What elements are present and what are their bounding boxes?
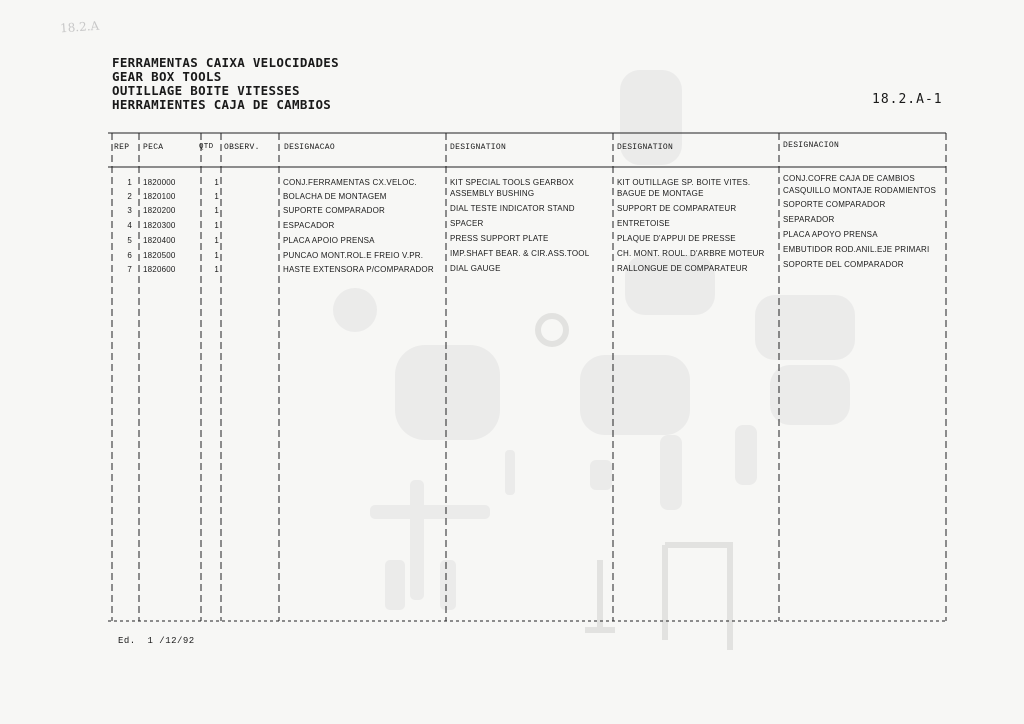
cell-qtd: 1 [214,178,219,187]
cell-designation-fr: ENTRETOISE [617,219,670,228]
cell-designacion: SOPORTE COMPARADOR [783,200,886,209]
page-code: 18.2.A-1 [872,92,943,107]
title-pt: FERRAMENTAS CAIXA VELOCIDADES [112,55,339,70]
cell-peca: 1820300 [143,221,176,230]
cell-rep: 3 [127,206,132,215]
column-header-designation-en: DESIGNATION [450,143,507,152]
title-en: GEAR BOX TOOLS [112,69,222,84]
title-es: HERRAMIENTES CAJA DE CAMBIOS [112,97,332,112]
cell-rep: 5 [127,236,132,245]
cell-rep: 6 [127,251,132,260]
cell-designacao: HASTE EXTENSORA P/COMPARADOR [283,265,434,274]
cell-designation-en: IMP.SHAFT BEAR. & CIR.ASS.TOOL [450,249,590,258]
column-header-designacao: DESIGNACAO [284,143,336,152]
cell-designacao: CONJ.FERRAMENTAS CX.VELOC. [283,178,417,187]
cell-designacion: EMBUTIDOR ROD.ANIL.EJE PRIMARI [783,245,930,254]
cell-designacion: SEPARADOR [783,215,835,224]
title-fr: OUTILLAGE BOITE VITESSES [112,83,300,98]
cell-rep: 1 [127,178,132,187]
cell-peca: 1820400 [143,236,176,245]
cell-designacao: ESPACADOR [283,221,335,230]
cell-designacao: PUNCAO MONT.ROL.E FREIO V.PR. [283,251,424,260]
cell-peca: 1820500 [143,251,176,260]
cell-rep: 4 [127,221,132,230]
cell-qtd: 1 [214,236,219,245]
cell-designation-fr: RALLONGUE DE COMPARATEUR [617,264,748,273]
cell-qtd: 1 [214,192,219,201]
column-header-rep: REP [114,143,130,152]
cell-designation-en: SPACER [450,219,484,228]
cell-designation-fr: BAGUE DE MONTAGE [617,189,704,198]
edition-date: Ed. 1 /12/92 [118,636,195,646]
column-header-qtd: QTD [199,143,214,151]
cell-designation-fr: PLAQUE D'APPUI DE PRESSE [617,234,736,243]
column-header-designation-fr: DESIGNATION [617,143,674,152]
cell-designacion: CONJ.COFRE CAJA DE CAMBIOS [783,174,915,183]
cell-designation-en: ASSEMBLY BUSHING [450,189,535,198]
cell-designation-en: KIT SPECIAL TOOLS GEARBOX [450,178,574,187]
cell-designation-fr: CH. MONT. ROUL. D'ARBRE MOTEUR [617,249,765,258]
cell-designacion: CASQUILLO MONTAJE RODAMIENTOS [783,186,937,195]
cell-designacion: PLACA APOYO PRENSA [783,230,878,239]
cell-designacao: BOLACHA DE MONTAGEM [283,192,387,201]
column-header-observ: OBSERV. [224,143,260,152]
cell-peca: 1820100 [143,192,176,201]
cell-designation-en: DIAL TESTE INDICATOR STAND [450,204,575,213]
margin-note: 18.2.A [59,18,100,36]
cell-qtd: 1 [214,265,219,274]
cell-qtd: 1 [214,221,219,230]
cell-designation-fr: KIT OUTILLAGE SP. BOITE VITES. [617,178,751,187]
column-header-peca: PECA [143,143,164,152]
cell-designation-fr: SUPPORT DE COMPARATEUR [617,204,737,213]
cell-peca: 1820000 [143,178,176,187]
cell-rep: 7 [127,265,132,274]
cell-designation-en: DIAL GAUGE [450,264,501,273]
cell-qtd: 1 [214,251,219,260]
cell-designation-en: PRESS SUPPORT PLATE [450,234,549,243]
column-header-designacion: DESIGNACION [783,141,840,150]
cell-designacao: SUPORTE COMPARADOR [283,206,385,215]
cell-qtd: 1 [214,206,219,215]
cell-peca: 1820200 [143,206,176,215]
cell-designacion: SOPORTE DEL COMPARADOR [783,260,904,269]
cell-designacao: PLACA APOIO PRENSA [283,236,375,245]
cell-peca: 1820600 [143,265,176,274]
cell-rep: 2 [127,192,132,201]
